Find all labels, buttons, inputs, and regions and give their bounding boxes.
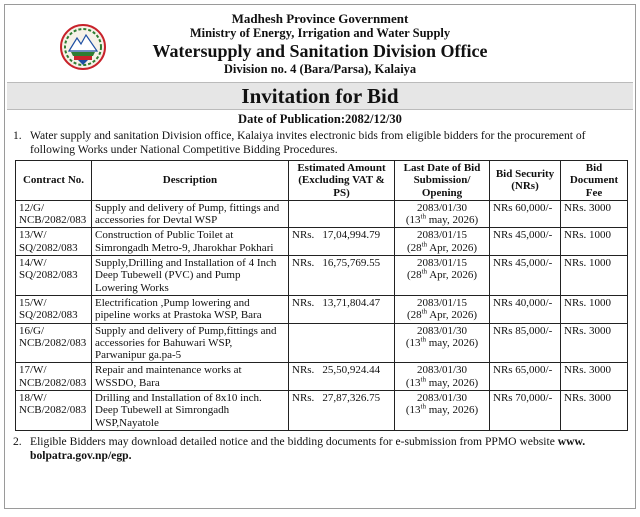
cell-date (395, 323, 490, 363)
cell-security: NRs 40,000/- (490, 295, 561, 323)
cell-fee: NRs. 3000 (561, 391, 628, 431)
amount-value: 16,75,769.55 (322, 257, 381, 270)
date-nepali: 2083/01/30 (416, 392, 468, 405)
date-nepali: 2083/01/15 (416, 296, 468, 309)
cell-date (395, 200, 490, 228)
date-month-year: may, 2026) (425, 214, 479, 227)
cell-description: Construction of Public Toilet at Simrongadh Metro-9, Jharokhar Pokhari (92, 228, 289, 256)
bid-table (15, 160, 628, 431)
cell-security: NRs 60,000/- (490, 200, 561, 228)
cell-fee: NRs. 1000 (561, 228, 628, 256)
cell-amount (289, 323, 395, 363)
header-amount: Estimated Amount (Excluding VAT & PS) (289, 161, 395, 201)
cell-fee: NRs. 3000 (561, 363, 628, 391)
cell-amount (289, 295, 395, 323)
amount-currency: NRs. (292, 257, 315, 270)
table-header-row (16, 161, 628, 201)
date-month-year: may, 2026) (425, 336, 479, 349)
cell-description: Supply,Drilling and Installation of 4 Inch Deep Tubewell (PVC) and Pump Lowering Works (92, 256, 289, 296)
date-suffix: th (421, 240, 428, 249)
amount-currency: NRs. (292, 296, 315, 309)
header-contract: Contract No. (16, 161, 92, 201)
table-row (16, 256, 628, 296)
cell-fee: NRs. 3000 (561, 323, 628, 363)
date-suffix: th (420, 335, 426, 344)
date-english: (28th Apr, 2026) (406, 267, 478, 282)
publication-date: Date of Publication:2082/12/30 (238, 112, 402, 126)
date-english: (13th may, 2026) (405, 402, 479, 417)
date-month-year: may, 2026) (425, 404, 479, 417)
cell-fee: NRs. 3000 (561, 200, 628, 228)
header-date: Last Date of Bid Submission/ Opening (395, 161, 490, 201)
cell-contract: 12/G/ NCB/2082/083 (16, 200, 92, 228)
date-suffix: th (421, 307, 428, 316)
date-day: 28 (410, 269, 422, 282)
cell-date (395, 228, 490, 256)
header-fee: Bid Document Fee (561, 161, 628, 201)
date-english: (13th may, 2026) (405, 335, 479, 349)
cell-amount (289, 200, 395, 228)
office-name: Watersupply and Sanitation Division Office (152, 41, 488, 61)
cell-security: NRs 65,000/- (490, 363, 561, 391)
footer-number: 2. (13, 434, 22, 448)
cell-contract: 13/W/ SQ/2082/083 (16, 228, 92, 256)
cell-security: NRs 85,000/- (490, 323, 561, 363)
date-day: 13 (409, 404, 421, 417)
intro-number: 1. (13, 129, 22, 142)
cell-security: NRs 70,000/- (490, 391, 561, 431)
government-name: Madhesh Province Government (231, 11, 409, 26)
government-emblem-icon (59, 23, 107, 71)
bid-table-body (16, 200, 628, 430)
amount-value: 27,87,326.75 (322, 392, 381, 405)
amount-currency: NRs. (292, 229, 315, 242)
cell-amount (289, 228, 395, 256)
cell-description: Repair and maintenance works at WSSDO, Bara (92, 363, 289, 391)
division-name: Division no. 4 (Bara/Parsa), Kalaiya (223, 62, 417, 76)
cell-description: Supply and delivery of Pump, fittings and accessories for Devtal WSP (92, 200, 289, 228)
date-day: 13 (409, 376, 421, 389)
date-nepali: 2083/01/15 (416, 257, 468, 270)
date-nepali: 2083/01/30 (416, 364, 468, 377)
table-row (16, 391, 628, 431)
cell-amount (289, 256, 395, 296)
date-day: 28 (410, 309, 422, 322)
amount-value: 25,50,924.44 (322, 364, 381, 377)
cell-description: Drilling and Installation of 8x10 inch. Deep Tubewell at Simrongadh WSP,Nayatole (92, 391, 289, 431)
date-day: 28 (410, 241, 422, 254)
date-nepali: 2083/01/15 (416, 229, 468, 242)
date-day: 13 (409, 336, 421, 349)
notice-title: Invitation for Bid (7, 82, 633, 110)
table-row (16, 200, 628, 228)
header-description: Description (92, 161, 289, 201)
table-row (16, 323, 628, 363)
date-month-year: Apr, 2026) (427, 241, 478, 254)
footer-paragraph (13, 435, 629, 463)
date-english: (28th Apr, 2026) (406, 240, 478, 254)
date-nepali: 2083/01/30 (416, 201, 468, 214)
ppmo-website-link[interactable]: www. bolpatra.gov.np/egp. (30, 434, 586, 462)
amount-currency: NRs. (292, 364, 315, 377)
cell-contract: 17/W/ NCB/2082/083 (16, 363, 92, 391)
date-english: (13th may, 2026) (405, 212, 479, 227)
date-english: (13th may, 2026) (405, 375, 479, 389)
date-suffix: th (420, 375, 426, 384)
cell-description: Supply and delivery of Pump,fittings and accessories for Bahuwari WSP, Parwanipur ga.pa-5 (92, 323, 289, 363)
intro-text: Water supply and sanitation Division office, Kalaiya invites electronic bids from eligible bidders for the procurement of following Works under National Competitive Bidding Procedures. (30, 129, 586, 156)
cell-date (395, 391, 490, 431)
cell-fee: NRs. 1000 (561, 256, 628, 296)
cell-date (395, 295, 490, 323)
cell-contract: 15/W/ SQ/2082/083 (16, 295, 92, 323)
cell-contract: 18/W/ NCB/2082/083 (16, 391, 92, 431)
date-month-year: Apr, 2026) (427, 269, 478, 282)
date-day: 13 (409, 214, 421, 227)
cell-date (395, 363, 490, 391)
amount-currency: NRs. (292, 392, 315, 405)
notice-page (4, 4, 636, 509)
cell-date (395, 256, 490, 296)
cell-amount (289, 363, 395, 391)
cell-fee: NRs. 1000 (561, 295, 628, 323)
date-month-year: Apr, 2026) (427, 309, 478, 322)
cell-contract: 14/W/ SQ/2082/083 (16, 256, 92, 296)
cell-contract: 16/G/ NCB/2082/083 (16, 323, 92, 363)
table-row (16, 295, 628, 323)
footer-text-wrap (30, 435, 629, 463)
cell-security: NRs 45,000/- (490, 228, 561, 256)
footer-text: Eligible Bidders may download detailed notice and the bidding documents for e-submission from PPMO website (30, 434, 558, 448)
cell-amount (289, 391, 395, 431)
date-nepali: 2083/01/30 (416, 324, 468, 337)
date-suffix: th (420, 212, 426, 221)
table-row (16, 363, 628, 391)
ministry-name: Ministry of Energy, Irrigation and Water Supply (189, 26, 451, 40)
date-suffix: th (421, 267, 428, 276)
table-row (16, 228, 628, 256)
header-security: Bid Security (NRs) (490, 161, 561, 201)
intro-paragraph (13, 129, 629, 156)
cell-description: Electrification ,Pump lowering and pipeline works at Prastoka WSP, Bara (92, 295, 289, 323)
amount-value: 17,04,994.79 (322, 229, 381, 242)
date-suffix: th (420, 402, 426, 411)
date-month-year: may, 2026) (425, 376, 479, 389)
amount-value: 13,71,804.47 (322, 296, 381, 309)
date-english: (28th Apr, 2026) (406, 307, 478, 322)
cell-security: NRs 45,000/- (490, 256, 561, 296)
